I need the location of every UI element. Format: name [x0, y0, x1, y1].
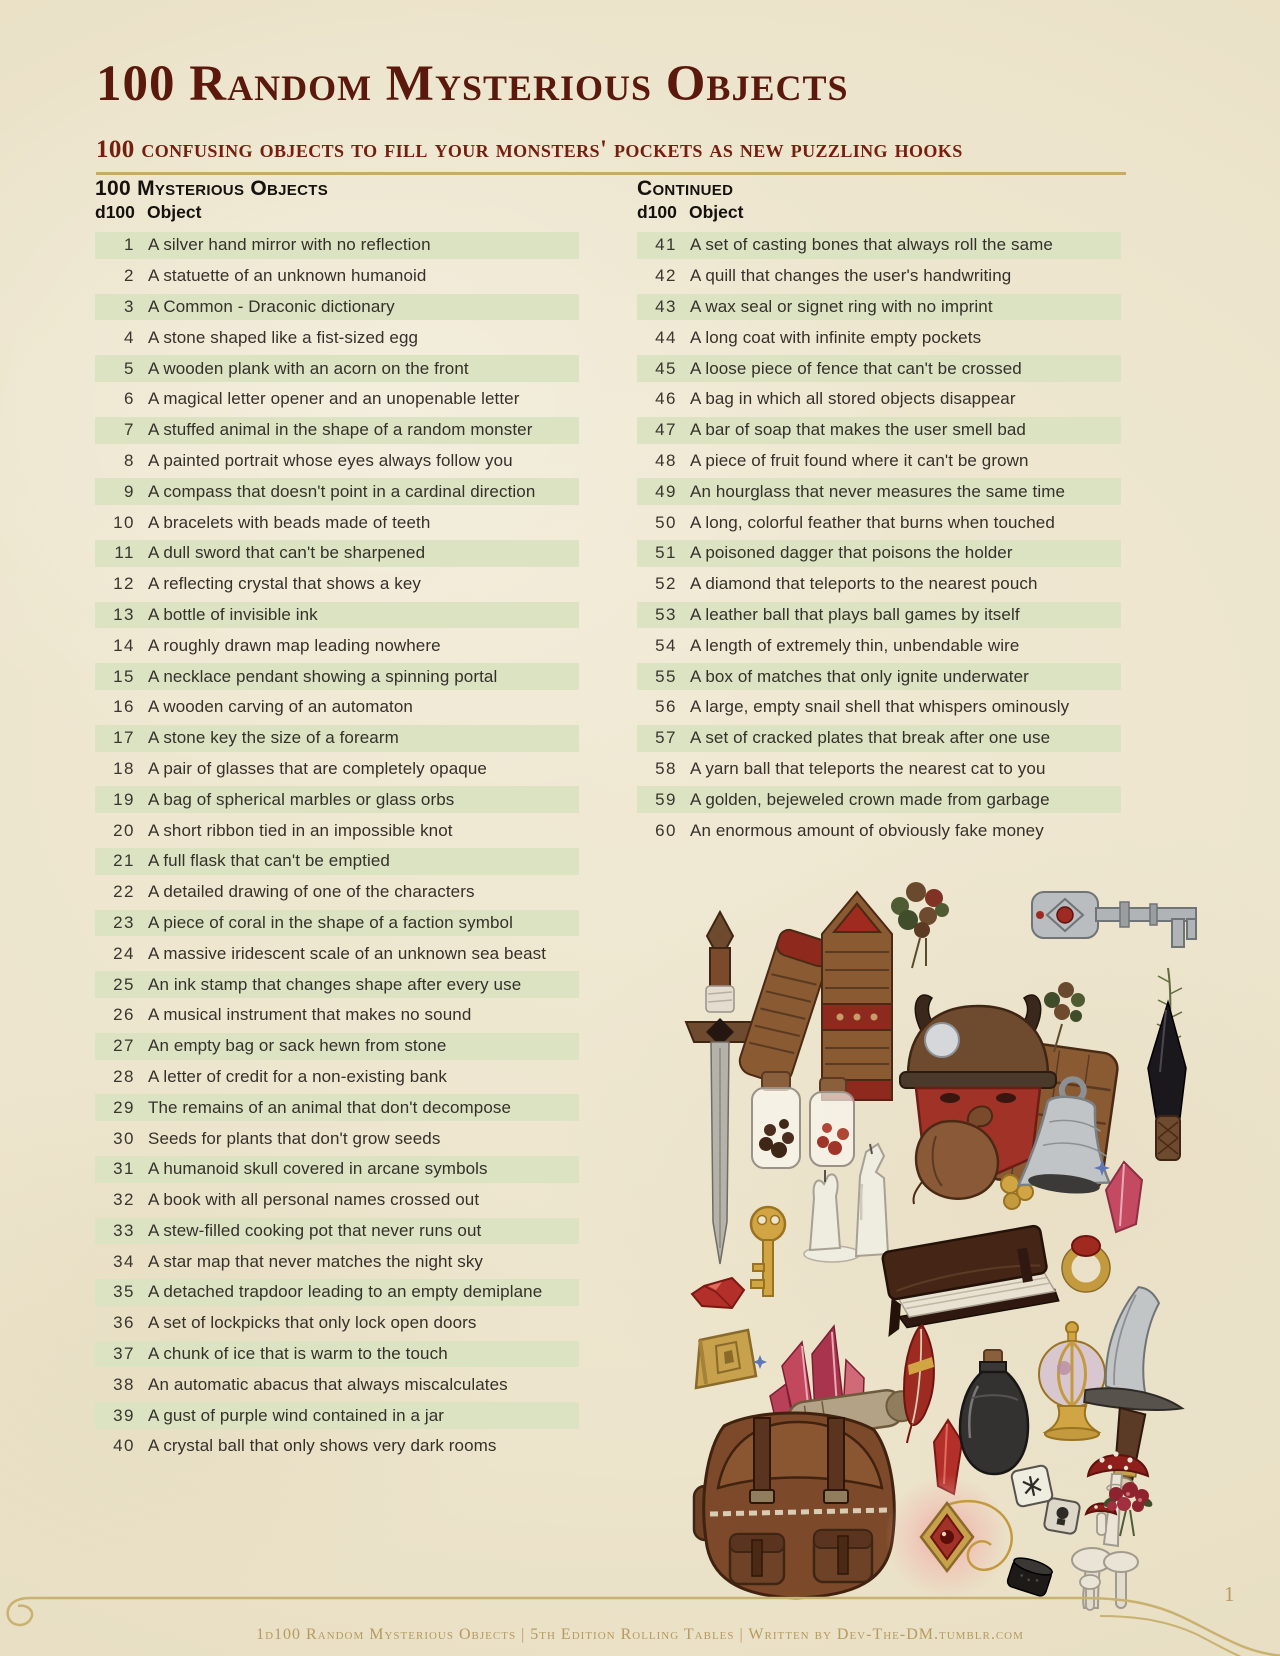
row-die-number: 35 — [113, 1282, 135, 1302]
specimen-jars-icon — [752, 1072, 854, 1168]
row-object-text: A stew-filled cooking pot that never runs out — [148, 1220, 482, 1240]
left-table-header — [95, 177, 579, 223]
row-die-number: 23 — [113, 912, 135, 932]
row-die-number: 56 — [655, 697, 677, 717]
row-die-number: 12 — [113, 574, 135, 594]
row-object-text: A bag of spherical marbles or glass orbs — [148, 789, 455, 809]
gold-armband-icon — [696, 1330, 756, 1388]
row-die-number: 40 — [113, 1436, 135, 1456]
jeweled-ring-icon — [1062, 1236, 1110, 1292]
row-die-number: 41 — [655, 235, 677, 255]
row-object-text: A statuette of an unknown humanoid — [148, 266, 427, 286]
row-object-text: A poisoned dagger that poisons the holder — [690, 543, 1013, 563]
row-object-text: A length of extremely thin, unbendable wire — [690, 635, 1020, 655]
table-row — [95, 292, 579, 323]
row-die-number: 6 — [124, 389, 135, 409]
row-die-number: 55 — [655, 666, 677, 686]
row-object-text: A compass that doesn't point in a cardinal direction — [148, 481, 536, 501]
table-row — [637, 353, 1121, 384]
table-row — [95, 1308, 579, 1339]
row-die-number: 49 — [655, 481, 677, 501]
row-die-number: 21 — [113, 851, 135, 871]
row-object-text: Seeds for plants that don't grow seeds — [148, 1128, 441, 1148]
table-row — [637, 261, 1121, 292]
row-die-number: 11 — [114, 543, 135, 563]
page-subtitle: 100 confusing objects to fill your monsters' pockets as new puzzling hooks — [96, 136, 963, 163]
row-die-number: 31 — [113, 1159, 135, 1179]
table-row — [637, 692, 1121, 723]
row-object-text: A star map that never matches the night sky — [148, 1251, 484, 1271]
table-row — [95, 1339, 579, 1370]
table-row — [95, 877, 579, 908]
footer-credits: 1d100 Random Mysterious Objects | 5th Edition Rolling Tables | Written by Dev-The-DM.tumblr.com — [256, 1626, 1024, 1643]
row-object-text: A dull sword that can't be sharpened — [148, 543, 426, 563]
row-die-number: 43 — [655, 296, 677, 316]
row-die-number: 34 — [113, 1251, 135, 1271]
row-die-number: 18 — [113, 758, 135, 778]
table-row — [637, 723, 1121, 754]
ornate-key-icon — [1032, 892, 1196, 947]
row-die-number: 45 — [655, 358, 677, 378]
black-bottle-icon — [960, 1350, 1028, 1474]
row-die-number: 1 — [124, 235, 135, 255]
dried-herbs-icon — [1044, 982, 1085, 1052]
row-die-number: 16 — [113, 697, 135, 717]
row-object-text: A chunk of ice that is warm to the touch — [148, 1344, 448, 1364]
row-die-number: 10 — [113, 512, 135, 532]
row-die-number: 9 — [124, 481, 135, 501]
row-object-text: A roughly drawn map leading nowhere — [148, 635, 441, 655]
row-die-number: 51 — [655, 543, 677, 563]
table-row — [95, 1246, 579, 1277]
row-object-text: A long coat with infinite empty pockets — [690, 327, 982, 347]
table-row — [95, 261, 579, 292]
table-row — [95, 322, 579, 353]
row-object-text: A loose piece of fence that can't be crossed — [690, 358, 1022, 378]
table-row — [637, 446, 1121, 477]
left-table-title: 100 Mysterious Objects — [95, 177, 328, 200]
table-row — [95, 569, 579, 600]
row-die-number: 17 — [113, 728, 135, 748]
row-die-number: 4 — [124, 327, 135, 347]
table-row — [95, 1431, 579, 1462]
row-die-number: 54 — [655, 635, 677, 655]
row-object-text: A bracelets with beads made of teeth — [148, 512, 431, 532]
table-row — [637, 538, 1121, 569]
row-die-number: 22 — [113, 882, 135, 902]
table-row — [95, 538, 579, 569]
table-row — [95, 1123, 579, 1154]
row-die-number: 19 — [113, 789, 135, 809]
row-object-text: A detached trapdoor leading to an empty demiplane — [148, 1282, 543, 1302]
leather-book-icon — [874, 1224, 1060, 1337]
pink-crystal-icon — [1094, 1160, 1142, 1232]
row-die-number: 32 — [113, 1190, 135, 1210]
row-object-text: An enormous amount of obviously fake money — [690, 820, 1044, 840]
table-row — [95, 507, 579, 538]
right-table-title: Continued — [637, 177, 734, 200]
table-row — [95, 446, 579, 477]
herb-bundle-icon — [891, 882, 949, 968]
row-die-number: 57 — [655, 728, 677, 748]
table-row — [637, 600, 1121, 631]
row-die-number: 20 — [113, 820, 135, 840]
table-row — [95, 1369, 579, 1400]
row-object-text: A stuffed animal in the shape of a random monster — [148, 420, 533, 440]
row-object-text: A golden, bejeweled crown made from garbage — [690, 789, 1050, 809]
row-object-text: A reflecting crystal that shows a key — [148, 574, 421, 594]
table-row — [95, 476, 579, 507]
row-object-text: A letter of credit for a non-existing bank — [148, 1066, 448, 1086]
row-object-text: A necklace pendant showing a spinning portal — [148, 666, 498, 686]
row-die-number: 29 — [113, 1097, 135, 1117]
table-row — [95, 1062, 579, 1093]
gold-divider — [96, 172, 1126, 175]
row-die-number: 7 — [124, 420, 135, 440]
row-object-text: A long, colorful feather that burns when touched — [690, 512, 1055, 532]
table-row — [95, 1277, 579, 1308]
items-illustration — [630, 870, 1200, 1620]
row-die-number: 15 — [113, 666, 135, 686]
table-row — [637, 784, 1121, 815]
left-col-object-label: Object — [147, 202, 202, 222]
golden-key-icon — [751, 1207, 785, 1296]
row-die-number: 26 — [113, 1005, 135, 1025]
row-die-number: 28 — [113, 1066, 135, 1086]
table-row — [95, 754, 579, 785]
row-die-number: 14 — [113, 635, 135, 655]
row-die-number: 3 — [124, 296, 135, 316]
table-row — [95, 969, 579, 1000]
row-die-number: 60 — [655, 820, 677, 840]
table-row — [95, 1185, 579, 1216]
row-object-text: An empty bag or sack hewn from stone — [148, 1036, 447, 1056]
table-row — [95, 846, 579, 877]
row-object-text: A pair of glasses that are completely opaque — [148, 758, 487, 778]
row-object-text: A piece of fruit found where it can't be grown — [690, 450, 1029, 470]
row-die-number: 13 — [113, 604, 135, 624]
table-row — [637, 569, 1121, 600]
table-row — [95, 1154, 579, 1185]
row-die-number: 24 — [113, 943, 135, 963]
row-object-text: A musical instrument that makes no sound — [148, 1005, 472, 1025]
row-die-number: 37 — [113, 1344, 135, 1364]
row-die-number: 42 — [655, 266, 677, 286]
row-object-text: A wooden plank with an acorn on the front — [148, 358, 469, 378]
table-row — [95, 1400, 579, 1431]
row-object-text: A silver hand mirror with no reflection — [148, 235, 431, 255]
table-row — [637, 415, 1121, 446]
table-row — [95, 815, 579, 846]
row-object-text: A detailed drawing of one of the characters — [148, 882, 475, 902]
table-row — [95, 938, 579, 969]
row-object-text: A diamond that teleports to the nearest pouch — [690, 574, 1038, 594]
row-die-number: 48 — [655, 450, 677, 470]
right-col-d100-label: d100 — [637, 202, 677, 222]
row-object-text: A set of lockpicks that only lock open doors — [148, 1313, 477, 1333]
row-object-text: A set of cracked plates that break after one use — [690, 728, 1051, 748]
row-object-text: A humanoid skull covered in arcane symbols — [148, 1159, 488, 1179]
row-object-text: The remains of an animal that don't decompose — [148, 1097, 512, 1117]
row-object-text: A book with all personal names crossed out — [148, 1190, 480, 1210]
row-die-number: 58 — [655, 758, 677, 778]
left-col-d100-label: d100 — [95, 202, 135, 222]
right-table — [637, 230, 1121, 846]
right-table-header — [637, 177, 1121, 223]
table-row — [637, 384, 1121, 415]
row-object-text: A leather ball that plays ball games by itself — [690, 604, 1020, 624]
row-die-number: 38 — [113, 1374, 135, 1394]
row-object-text: A massive iridescent scale of an unknown sea beast — [148, 943, 547, 963]
ornate-potion-bottle-icon — [1039, 1322, 1105, 1440]
table-row — [95, 630, 579, 661]
row-die-number: 27 — [113, 1036, 135, 1056]
row-die-number: 8 — [124, 450, 135, 470]
table-row — [637, 476, 1121, 507]
row-object-text: An hourglass that never measures the same time — [690, 481, 1066, 501]
row-object-text: A piece of coral in the shape of a faction symbol — [148, 912, 513, 932]
row-object-text: A quill that changes the user's handwriting — [690, 266, 1012, 286]
table-row — [95, 230, 579, 261]
table-row — [637, 292, 1121, 323]
row-object-text: A gust of purple wind contained in a jar — [148, 1405, 445, 1425]
page-number: 1 — [1224, 1582, 1235, 1606]
row-die-number: 39 — [113, 1405, 135, 1425]
row-die-number: 2 — [124, 266, 135, 286]
row-object-text: An ink stamp that changes shape after every use — [148, 974, 522, 994]
table-row — [637, 230, 1121, 261]
row-object-text: An automatic abacus that always miscalculates — [148, 1374, 508, 1394]
row-object-text: A full flask that can't be emptied — [148, 851, 390, 871]
table-row — [637, 661, 1121, 692]
red-feather-icon — [904, 1325, 934, 1443]
table-row — [95, 661, 579, 692]
row-object-text: A magical letter opener and an unopenable letter — [148, 389, 520, 409]
row-object-text: A wax seal or signet ring with no imprint — [690, 296, 993, 316]
right-col-object-label: Object — [689, 202, 744, 222]
bone-dice-icon — [1011, 1465, 1081, 1535]
row-die-number: 50 — [655, 512, 677, 532]
row-object-text: A painted portrait whose eyes always follow you — [148, 450, 513, 470]
row-die-number: 25 — [113, 974, 135, 994]
row-die-number: 44 — [655, 327, 677, 347]
row-die-number: 59 — [655, 789, 677, 809]
page-title: 100 Random Mysterious Objects — [96, 56, 849, 112]
row-die-number: 52 — [655, 574, 677, 594]
row-object-text: A stone key the size of a forearm — [148, 728, 399, 748]
table-row — [637, 815, 1121, 846]
table-row — [95, 384, 579, 415]
table-row — [95, 415, 579, 446]
left-table — [95, 230, 579, 1462]
row-object-text: A short ribbon tied in an impossible knot — [148, 820, 453, 840]
table-row — [95, 353, 579, 384]
table-row — [637, 507, 1121, 538]
row-die-number: 47 — [655, 420, 677, 440]
table-row — [95, 692, 579, 723]
row-object-text: A crystal ball that only shows very dark rooms — [148, 1436, 497, 1456]
row-die-number: 30 — [113, 1128, 135, 1148]
table-row — [95, 600, 579, 631]
row-object-text: A bar of soap that makes the user smell bad — [690, 420, 1026, 440]
table-row — [95, 1031, 579, 1062]
table-row — [637, 322, 1121, 353]
arm-guards-icon — [736, 892, 892, 1100]
row-object-text: A stone shaped like a fist-sized egg — [148, 327, 419, 347]
row-object-text: A yarn ball that teleports the nearest cat to you — [690, 758, 1046, 778]
row-object-text: A set of casting bones that always roll the same — [690, 235, 1053, 255]
red-gem-icon — [692, 1278, 744, 1308]
row-die-number: 53 — [655, 604, 677, 624]
row-object-text: A bag in which all stored objects disappear — [690, 389, 1016, 409]
table-row — [95, 1216, 579, 1247]
row-die-number: 5 — [124, 358, 135, 378]
row-object-text: A bottle of invisible ink — [148, 604, 318, 624]
row-object-text: A wooden carving of an automaton — [148, 697, 413, 717]
table-row — [637, 630, 1121, 661]
row-object-text: A large, empty snail shell that whispers ominously — [690, 697, 1070, 717]
row-object-text: A Common - Draconic dictionary — [148, 296, 395, 316]
table-row — [95, 1092, 579, 1123]
table-row — [95, 784, 579, 815]
table-row — [637, 754, 1121, 785]
table-row — [95, 1000, 579, 1031]
row-object-text: A box of matches that only ignite underwater — [690, 666, 1029, 686]
table-row — [95, 908, 579, 939]
short-sword-icon — [686, 912, 754, 1264]
obsidian-dagger-icon — [1148, 1002, 1186, 1160]
row-die-number: 46 — [655, 389, 677, 409]
row-die-number: 33 — [113, 1220, 135, 1240]
table-row — [95, 723, 579, 754]
row-die-number: 36 — [113, 1313, 135, 1333]
